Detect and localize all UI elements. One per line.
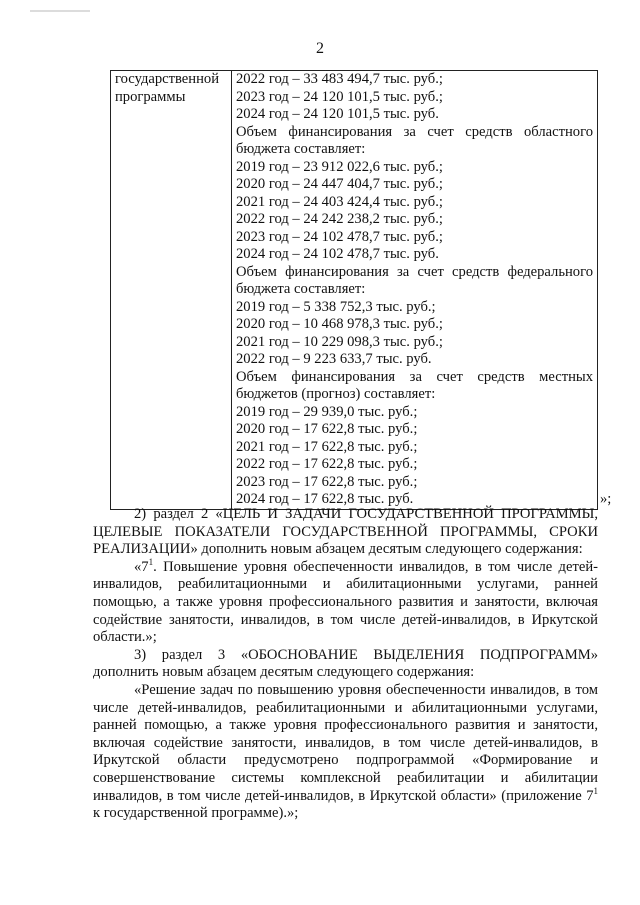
- scan-artifact: [30, 10, 90, 12]
- financing-line: 2022 год – 33 483 494,7 тыс. руб.;: [236, 71, 443, 87]
- item-3-quote-paragraph: [93, 682, 598, 823]
- local-budget-heading: Объем финансирования за счет средств местных бюджетов (прогноз) составляет:: [236, 368, 593, 402]
- quote-text: «Решение задач по повышению уровня обеспеченности инвалидов, в том числе детей-инвалидов, реабилитационными и абилитационными услугами, ранней помощью, а также уровня профессионального развития и занятости, включая содействие занятости, инвалидов, в том числе детей-инвалидов, в Иркутской области предусмотрено подпрограммой «Формирование и совершенствование системы комплексной реабилитации и абилитации инвалидов, в том числе детей-инвалидов, в Иркутской области» (приложение 7: [93, 681, 598, 804]
- superscript: 1: [593, 785, 598, 796]
- financing-line: 2021 год – 10 229 098,3 тыс. руб.;: [236, 333, 443, 350]
- table-row: [111, 71, 598, 510]
- table-end-mark: »;: [600, 491, 612, 507]
- financing-line: 2023 год – 24 102 478,7 тыс. руб.;: [236, 228, 443, 245]
- regional-budget-heading: Объем финансирования за счет средств областного бюджета составляет:: [236, 123, 593, 157]
- financing-line: 2022 год – 17 622,8 тыс. руб.;: [236, 456, 418, 472]
- financing-line: 2020 год – 17 622,8 тыс. руб.;: [236, 421, 418, 437]
- financing-line: 2023 год – 17 622,8 тыс. руб.;: [236, 473, 418, 490]
- quote-open: «7: [134, 558, 149, 575]
- item-2-quote-paragraph: [93, 556, 598, 647]
- financing-line: 2024 год – 17 622,8 тыс. руб.: [236, 491, 414, 507]
- financing-table: [110, 70, 598, 510]
- superscript: 1: [148, 556, 154, 567]
- financing-line: 2020 год – 10 468 978,3 тыс. руб.;: [236, 316, 443, 332]
- financing-line: 2024 год – 24 102 478,7 тыс. руб.: [236, 246, 439, 262]
- financing-line: 2021 год – 17 622,8 тыс. руб.;: [236, 438, 418, 455]
- quote-end: к государственной программе).»;: [93, 805, 299, 822]
- financing-line: 2022 год – 24 242 238,2 тыс. руб.;: [236, 211, 443, 227]
- federal-budget-heading: Объем финансирования за счет средств федерального бюджета составляет:: [236, 263, 593, 297]
- financing-line: 2020 год – 24 447 404,7 тыс. руб.;: [236, 176, 443, 192]
- financing-line: 2019 год – 23 912 022,6 тыс. руб.;: [236, 158, 443, 175]
- financing-line: 2023 год – 24 120 101,5 тыс. руб.;: [236, 88, 443, 105]
- financing-line: 2019 год – 29 939,0 тыс. руб.;: [236, 403, 418, 420]
- document-body: [93, 506, 598, 823]
- item-3-paragraph: 3) раздел 3 «ОБОСНОВАНИЕ ВЫДЕЛЕНИЯ ПОДПРОГРАММ» дополнить новым абзацем десятым следующего содержания:: [93, 646, 598, 681]
- financing-line: 2021 год – 24 403 424,4 тыс. руб.;: [236, 193, 443, 210]
- table-value-cell: [232, 71, 598, 510]
- label-line: государственной: [115, 71, 220, 87]
- quote-text: . Повышение уровня обеспеченности инвалидов, в том числе детей-инвалидов, реабилитационными и абилитационными услугами, ранней помощью, а также уровня профессионального развития и занятости, включая содействие занятости, инвалидов, в том числе детей-инвалидов, в Иркутской области.»;: [93, 558, 598, 646]
- financing-line: 2019 год – 5 338 752,3 тыс. руб.;: [236, 298, 436, 315]
- table-label-cell: [111, 71, 232, 510]
- financing-line: 2024 год – 24 120 101,5 тыс. руб.: [236, 106, 439, 122]
- label-line: программы: [115, 88, 186, 105]
- financing-line: 2022 год – 9 223 633,7 тыс. руб.: [236, 351, 432, 367]
- page-number: 2: [316, 40, 324, 57]
- item-2-paragraph: 2) раздел 2 «ЦЕЛЬ И ЗАДАЧИ ГОСУДАРСТВЕННОЙ ПРОГРАММЫ, ЦЕЛЕВЫЕ ПОКАЗАТЕЛИ ГОСУДАРСТВЕННОЙ ПРОГРАММЫ, СРОКИ РЕАЛИЗАЦИИ» дополнить новым абзацем десятым следующего содержания:: [93, 506, 598, 558]
